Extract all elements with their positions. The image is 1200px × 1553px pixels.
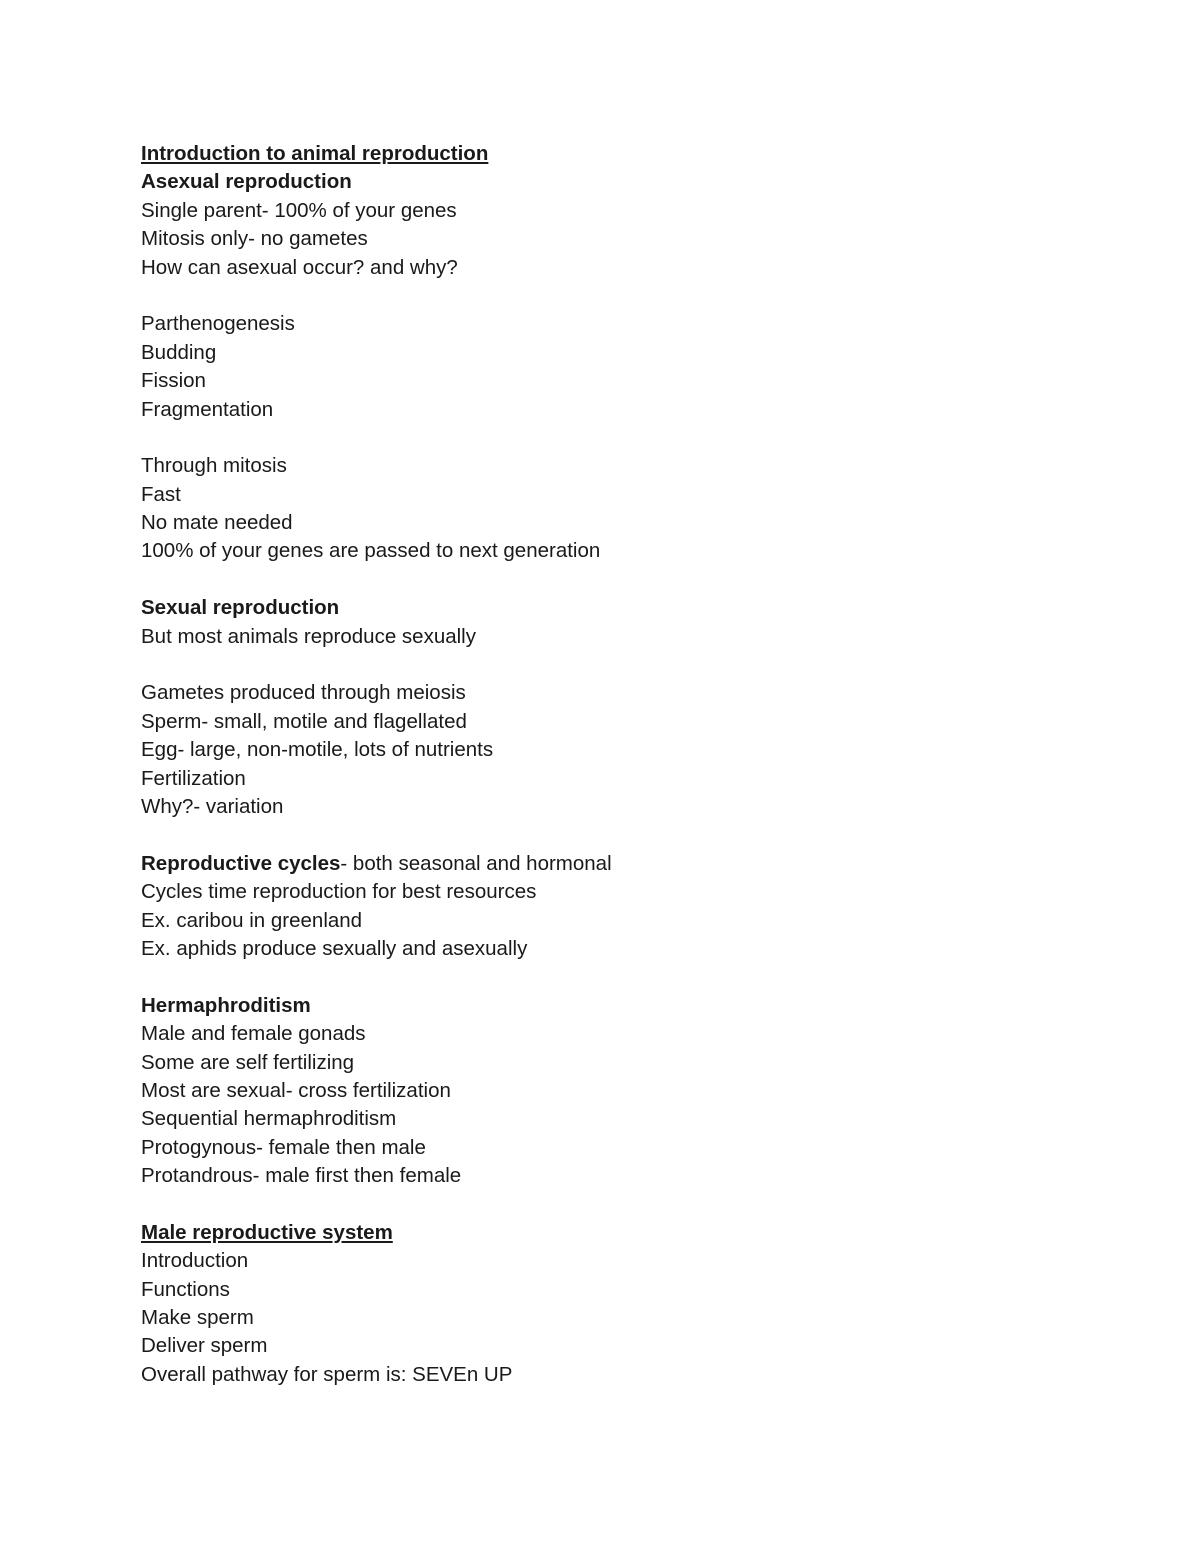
cycles-heading: Reproductive cycles [141,851,341,875]
text-line: No mate needed [141,511,293,535]
text-line: Parthenogenesis [141,312,295,336]
text-line: Overall pathway for sperm is: SEVEn UP [141,1362,513,1386]
asexual-heading: Asexual reproduction [141,170,352,194]
text-line: Ex. caribou in greenland [141,908,363,932]
text-line: Sperm- small, motile and flagellated [141,709,467,733]
text-line: Ex. aphids produce sexually and asexually [141,936,528,960]
text-line: Egg- large, non-motile, lots of nutrients [141,738,494,762]
text-line: Sequential hermaphroditism [141,1107,397,1131]
text-line: How can asexual occur? and why? [141,255,458,279]
blank-line [141,424,1141,452]
text-line: Single parent- 100% of your genes [141,198,457,222]
text-line: Most are sexual- cross fertilization [141,1078,451,1102]
text-line: Male and female gonads [141,1022,366,1046]
blank-line [141,1190,1141,1218]
blank-line [141,566,1141,594]
text-line: Functions [141,1277,230,1301]
blank-line [141,821,1141,849]
text-line: Make sperm [141,1306,254,1330]
text-line: Fertilization [141,766,246,790]
text-line: Introduction [141,1249,249,1273]
cycles-heading-line [141,850,1141,878]
text-line: Budding [141,340,217,364]
text-line: Fission [141,369,206,393]
text-line: But most animals reproduce sexually [141,624,476,648]
hermaphroditism-heading: Hermaphroditism [141,993,311,1017]
text-line: Protandrous- male first then female [141,1164,462,1188]
text-line: 100% of your genes are passed to next generation [141,539,601,563]
text-line: Through mitosis [141,454,287,478]
text-line: Protogynous- female then male [141,1135,426,1159]
male-system-heading: Male reproductive system [141,1220,393,1244]
text-line: Gametes produced through meiosis [141,681,466,705]
text-line: Deliver sperm [141,1334,268,1358]
document-body [141,140,1141,1389]
sexual-heading: Sexual reproduction [141,596,340,620]
blank-line [141,651,1141,679]
blank-line [141,282,1141,310]
document-title: Introduction to animal reproduction [141,142,489,165]
cycles-heading-suffix: - both seasonal and hormonal [340,851,612,875]
text-line: Fast [141,482,181,506]
text-line: Mitosis only- no gametes [141,227,368,251]
text-line: Cycles time reproduction for best resources [141,880,537,904]
text-line: Some are self fertilizing [141,1050,355,1074]
text-line: Fragmentation [141,397,274,421]
blank-line [141,963,1141,991]
text-line: Why?- variation [141,794,284,818]
